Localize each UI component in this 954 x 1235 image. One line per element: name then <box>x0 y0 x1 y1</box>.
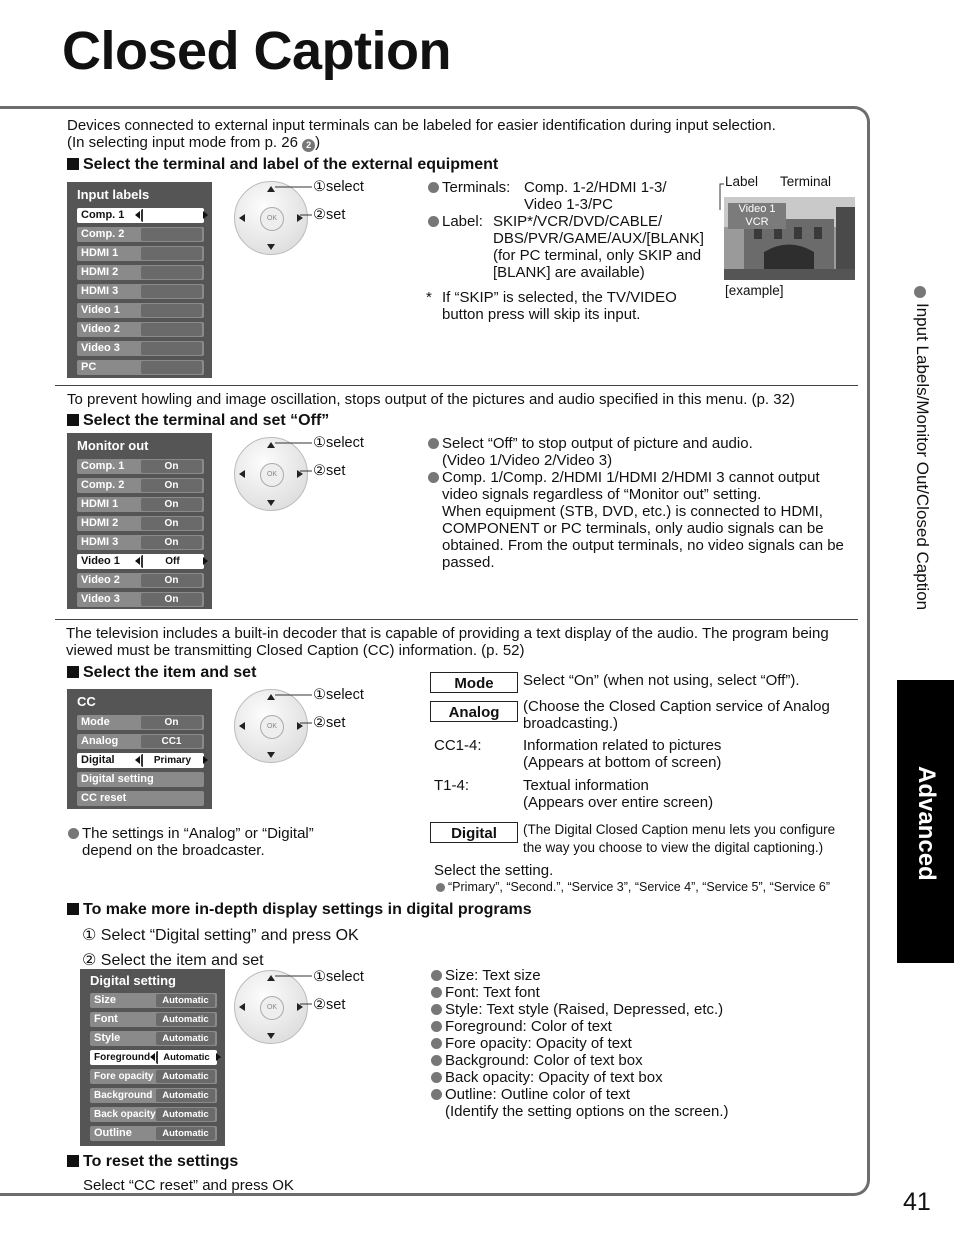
digital-options: “Primary”, “Second.”, “Service 3”, “Service 4”, “Service 5”, “Service 6” <box>436 880 830 894</box>
menu-row[interactable]: Comp. 2 <box>77 227 204 242</box>
step-number-icon: 2 <box>302 139 315 152</box>
ok-button-icon: OK <box>260 207 284 231</box>
page-number: 41 <box>903 1188 931 1216</box>
section2-intro: To prevent howling and image oscillation, stops output of the pictures and audio specified in this menu. (p. 32) <box>67 391 795 408</box>
menu-row[interactable]: Foreground Automatic <box>90 1050 217 1065</box>
skip-note: * If “SKIP” is selected, the TV/VIDEO button press will skip its input. <box>426 289 677 323</box>
ok-button-icon: OK <box>260 463 284 487</box>
terminals-label-info: Terminals: Comp. 1-2/HDMI 1-3/ Video 1-3/PC Label: SKIP*/VCR/DVD/CABLE/ DBS/PVR/GAME/AUX/[BLANK] (for PC terminal, only SKIP and [BLANK] are available) <box>428 179 723 283</box>
menu-row[interactable]: Video 2 <box>77 322 204 337</box>
down-arrow-icon <box>267 752 275 758</box>
menu-row[interactable]: HDMI 3 <box>77 284 204 299</box>
bullet-icon <box>431 970 442 981</box>
menu-row[interactable]: Video 3 <box>77 341 204 356</box>
divider <box>55 619 858 620</box>
settings-note: The settings in “Analog” or “Digital” depend on the broadcaster. <box>68 825 314 859</box>
menu-row[interactable]: Font Automatic <box>90 1012 217 1027</box>
down-arrow-icon <box>267 500 275 506</box>
arrow-left-icon <box>135 756 140 764</box>
digital-setting-menu: Digital setting Size Automatic Font Automatic Style Automatic Foreground Automatic Fore opacity Automatic Background Automatic Back opacity Automatic Outline Automatic <box>80 969 225 1146</box>
menu-row[interactable]: Digital Primary <box>77 753 204 768</box>
menu-row[interactable]: Video 2 On <box>77 573 204 588</box>
page-title: Closed Caption <box>62 21 452 81</box>
bullet-icon <box>431 1021 442 1032</box>
square-bullet-icon <box>67 1155 79 1167</box>
down-arrow-icon <box>267 1033 275 1039</box>
monitor-out-info: Select “Off” to stop output of picture and audio. (Video 1/Video 2/Video 3) Comp. 1/Comp. 2/HDMI 1/HDMI 2/HDMI 3 cannot output video signals regardless of “Monitor out” setting. When equipment (STB, DVD, etc.) is connected to HDMI, COMPONENT or PC terminals, only audio signals can be obtained. From the output terminals, no video signals can be passed. <box>428 435 860 571</box>
section1-intro: Devices connected to external input terminals can be labeled for easier identification during input selection. (In selecting input mode from p. 26 2 ) <box>67 117 776 151</box>
arrow-right-icon <box>203 211 208 219</box>
select-label: ①select <box>313 179 364 195</box>
example-tv-image <box>724 197 855 280</box>
square-bullet-icon <box>67 903 79 915</box>
example-label-caption: Label <box>725 174 759 189</box>
ok-button-icon: OK <box>260 715 284 739</box>
arrow-right-icon <box>203 756 208 764</box>
analog-text: (Choose the Closed Caption service of Analog broadcasting.) <box>523 698 830 732</box>
monitor-out-menu: Monitor out Comp. 1 On Comp. 2 On HDMI 1 On HDMI 2 On HDMI 3 On Video 1 Off Video 2 On Video 3 On <box>67 433 212 609</box>
example-terminal-caption: Terminal <box>780 174 832 189</box>
left-arrow-icon <box>239 1003 245 1011</box>
example-caption: [example] <box>725 283 784 298</box>
select-setting-text: Select the setting. <box>434 862 554 879</box>
menu-row[interactable]: Fore opacity Automatic <box>90 1069 217 1084</box>
bullet-icon <box>914 286 926 298</box>
menu-row[interactable]: HDMI 3 On <box>77 535 204 550</box>
menu-row[interactable]: Background Automatic <box>90 1088 217 1103</box>
menu-row[interactable]: Style Automatic <box>90 1031 217 1046</box>
bullet-icon <box>428 182 439 193</box>
set-label: ②set <box>313 463 346 479</box>
step-2: ② Select the item and set <box>82 952 264 969</box>
t14-text: Textual information (Appears over entire screen) <box>523 777 714 811</box>
bullet-icon <box>431 1038 442 1049</box>
bullet-icon <box>428 216 439 227</box>
ok-button-icon: OK <box>260 996 284 1020</box>
set-label: ②set <box>313 997 346 1013</box>
section4-heading: To make more in-depth display settings in digital programs <box>67 901 532 919</box>
menu-row[interactable]: Comp. 1 On <box>77 459 204 474</box>
menu-row[interactable]: CC reset <box>77 791 204 806</box>
analog-label-box: Analog <box>430 701 518 722</box>
menu-row[interactable]: HDMI 1 On <box>77 497 204 512</box>
bullet-icon <box>68 828 79 839</box>
menu-row[interactable]: Outline Automatic <box>90 1126 217 1141</box>
menu-row[interactable]: HDMI 1 <box>77 246 204 261</box>
arrow-left-icon <box>135 557 140 565</box>
section5-text: Select “CC reset” and press OK <box>83 1177 294 1194</box>
arrow-left-icon <box>150 1053 155 1061</box>
bullet-icon <box>428 472 439 483</box>
square-bullet-icon <box>67 158 79 170</box>
menu-row[interactable]: PC <box>77 360 204 375</box>
mode-text: Select “On” (when not using, select “Off”). <box>523 672 800 689</box>
bullet-icon <box>431 1072 442 1083</box>
select-label: ①select <box>313 969 364 985</box>
left-arrow-icon <box>239 214 245 222</box>
square-bullet-icon <box>67 414 79 426</box>
digital-text: (The Digital Closed Caption menu lets you configure the way you choose to view the digital captioning.) <box>523 822 836 855</box>
digital-setting-info: Size: Text size Font: Text font Style: Text style (Raised, Depressed, etc.) Foreground: Color of text Fore opacity: Opacity of text Background: Color of text box Back opacity: Opacity of text box Outline: Outline color of text (Identify the setting options on the screen.) <box>431 967 729 1120</box>
menu-row[interactable]: Digital setting <box>77 772 204 787</box>
section3-intro: The television includes a built-in decoder that is capable of providing a text display of the audio. The program being viewed must be transmitting Closed Caption (CC) information. (p. 52) <box>66 625 829 659</box>
bullet-icon <box>431 987 442 998</box>
arrow-right-icon <box>216 1053 221 1061</box>
bullet-icon <box>431 1055 442 1066</box>
bullet-icon <box>428 438 439 449</box>
menu-row[interactable]: Video 1 <box>77 303 204 318</box>
chapter-tab: Advanced <box>897 680 954 963</box>
menu-row[interactable]: Comp. 2 On <box>77 478 204 493</box>
menu-row[interactable]: Video 3 On <box>77 592 204 607</box>
section5-heading: To reset the settings <box>67 1153 238 1171</box>
menu-row[interactable]: Mode On <box>77 715 204 730</box>
left-arrow-icon <box>239 722 245 730</box>
menu-row[interactable]: Video 1 Off <box>77 554 204 569</box>
cc14-label: CC1-4: <box>434 737 482 754</box>
bullet-icon <box>431 1004 442 1015</box>
section-side-label: Input Labels/Monitor Out/Closed Caption <box>912 286 932 676</box>
arrow-left-icon <box>135 211 140 219</box>
section1-heading: Select the terminal and label of the external equipment <box>67 156 498 174</box>
cc-menu: CC Mode On Analog CC1 Digital Primary Digital setting CC reset <box>67 689 212 809</box>
example-osd: Video 1 VCR <box>728 203 786 229</box>
set-label: ②set <box>313 207 346 223</box>
down-arrow-icon <box>267 244 275 250</box>
t14-label: T1-4: <box>434 777 470 794</box>
arrow-right-icon <box>203 557 208 565</box>
select-label: ①select <box>313 435 364 451</box>
menu-row[interactable]: Comp. 1 <box>77 208 204 223</box>
left-arrow-icon <box>239 470 245 478</box>
section3-heading: Select the item and set <box>67 664 256 682</box>
section2-heading: Select the terminal and set “Off” <box>67 412 329 430</box>
mode-label-box: Mode <box>430 672 518 693</box>
menu-row[interactable]: HDMI 2 <box>77 265 204 280</box>
set-label: ②set <box>313 715 346 731</box>
input-labels-menu: Input labels Comp. 1 Comp. 2 HDMI 1 HDMI 2 HDMI 3 Video 1 Video 2 Video 3 PC <box>67 182 212 378</box>
square-bullet-icon <box>67 666 79 678</box>
menu-row[interactable]: HDMI 2 On <box>77 516 204 531</box>
menu-row[interactable]: Analog CC1 <box>77 734 204 749</box>
divider <box>55 385 858 386</box>
bullet-icon <box>436 883 445 892</box>
cc14-text: Information related to pictures (Appears at bottom of screen) <box>523 737 722 771</box>
step-1: ① Select “Digital setting” and press OK <box>82 927 359 944</box>
menu-row[interactable]: Back opacity Automatic <box>90 1107 217 1122</box>
select-label: ①select <box>313 687 364 703</box>
menu-row[interactable]: Size Automatic <box>90 993 217 1008</box>
digital-label-box: Digital <box>430 822 518 843</box>
bullet-icon <box>431 1089 442 1100</box>
